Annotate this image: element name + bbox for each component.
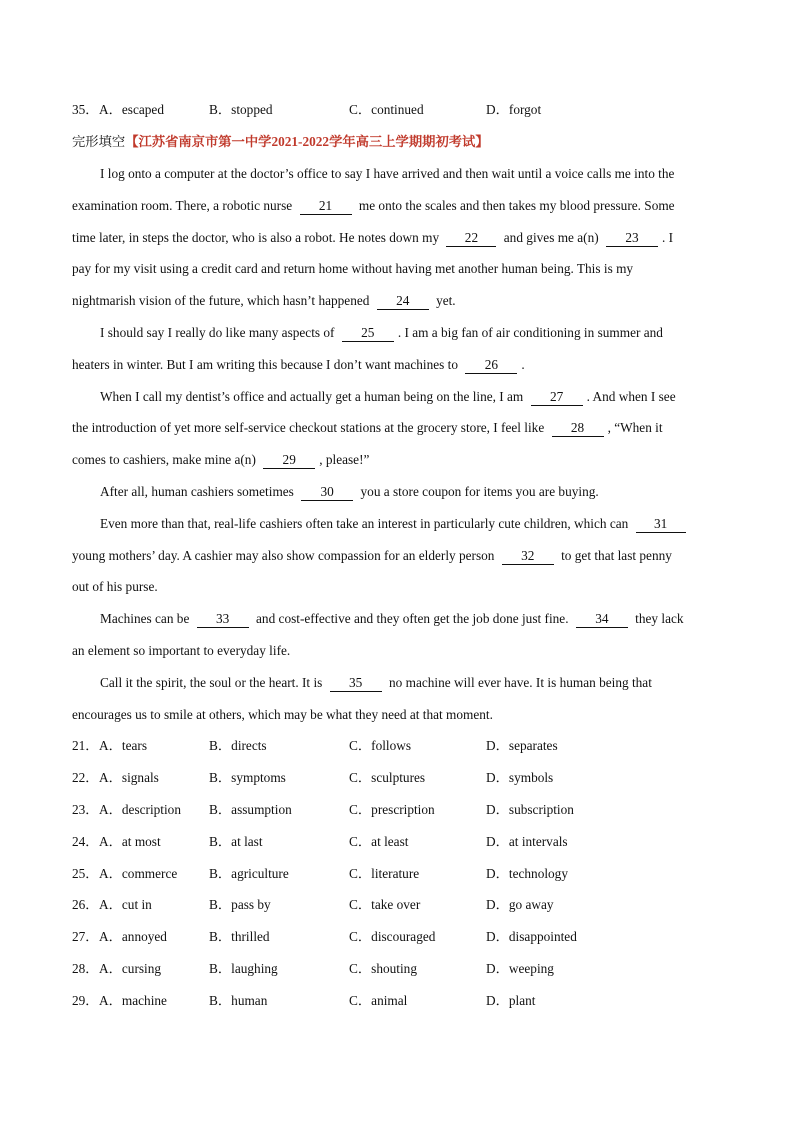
- option-b: B．directs: [209, 738, 267, 753]
- blank-26: 26: [465, 357, 517, 374]
- passage-text: I should say I really do like many aspects of: [100, 325, 335, 340]
- passage-text: the introduction of yet more self-service checkout stations at the grocery store, I feel like: [72, 420, 545, 435]
- passage-text: , please!”: [319, 452, 370, 467]
- passage-text: me onto the scales and then takes my blood pressure. Some: [358, 198, 675, 213]
- question-number: 23．: [72, 802, 99, 817]
- passage-text: an element so important to everyday life.: [72, 643, 291, 658]
- blank-30: 30: [301, 484, 353, 501]
- option-d: D．plant: [486, 993, 536, 1008]
- passage-text: Machines can be: [100, 611, 190, 626]
- blank-32: 32: [502, 548, 554, 565]
- passage-line: [100, 164, 714, 184]
- passage-text: time later, in steps the doctor, who is also a robot. He notes down my: [72, 230, 440, 245]
- option-c: C．literature: [349, 866, 420, 881]
- passage-text: pay for my visit using a credit card and return home without having met another human being. This is my: [72, 261, 634, 276]
- option-b: B．stopped: [209, 102, 273, 117]
- passage-text: Even more than that, real-life cashiers often take an interest in particularly cute children, which can: [100, 516, 629, 531]
- passage-text: .: [521, 357, 525, 372]
- passage-text: examination room. There, a robotic nurse: [72, 198, 293, 213]
- question-number: 27．: [72, 929, 99, 944]
- option-c: C．discouraged: [349, 929, 436, 944]
- option-c: C．continued: [349, 102, 424, 117]
- option-c: C．shouting: [349, 961, 417, 976]
- passage-line: [72, 546, 714, 566]
- section-label: 完形填空: [72, 134, 126, 149]
- option-a: A．signals: [99, 770, 159, 785]
- blank-27: 27: [531, 389, 583, 406]
- option-b: B．human: [209, 993, 268, 1008]
- passage-line: [72, 259, 714, 279]
- section-heading: [72, 131, 489, 153]
- passage-text: no machine will ever have. It is human being that: [388, 675, 652, 690]
- blank-21: 21: [300, 198, 352, 215]
- option-a: A．description: [99, 802, 181, 817]
- passage-text: out of his purse.: [72, 579, 158, 594]
- passage-text: After all, human cashiers sometimes: [100, 484, 294, 499]
- option-d: D．disappointed: [486, 929, 577, 944]
- passage-text: to get that last penny: [561, 548, 672, 563]
- question-number: 21．: [72, 738, 99, 753]
- passage-text: I log onto a computer at the doctor’s office to say I have arrived and then wait until a voice calls me into the: [100, 166, 675, 181]
- option-c: C．follows: [349, 738, 412, 753]
- passage-text: nightmarish vision of the future, which hasn’t happened: [72, 293, 370, 308]
- option-a: A．tears: [99, 738, 147, 753]
- passage-text: heaters in winter. But I am writing this because I don’t want machines to: [72, 357, 459, 372]
- passage-text: and gives me a(n): [503, 230, 599, 245]
- option-c: C．take over: [349, 897, 421, 912]
- option-a: A．at most: [99, 834, 161, 849]
- option-b: B．agriculture: [209, 866, 289, 881]
- passage-line: [100, 609, 714, 629]
- question-number: 26．: [72, 897, 99, 912]
- passage-text: you a store coupon for items you are buying.: [360, 484, 599, 499]
- blank-24: 24: [377, 293, 429, 310]
- option-c: C．animal: [349, 993, 408, 1008]
- question-number: 24．: [72, 834, 99, 849]
- blank-33: 33: [197, 611, 249, 628]
- option-d: D．separates: [486, 738, 558, 753]
- question-number: 29．: [72, 993, 99, 1008]
- blank-28: 28: [552, 420, 604, 437]
- passage-text: Call it the spirit, the soul or the heart. It is: [100, 675, 323, 690]
- passage-line: [72, 641, 714, 661]
- passage-line: [100, 673, 714, 693]
- option-d: D．technology: [486, 866, 568, 881]
- passage-text: . I: [662, 230, 674, 245]
- option-b: B．at last: [209, 834, 263, 849]
- blank-31: 31: [636, 516, 686, 533]
- option-d: D．symbols: [486, 770, 554, 785]
- passage-text: , “When it: [607, 420, 663, 435]
- passage-line: [72, 228, 714, 248]
- passage-line: [72, 450, 714, 470]
- section-source: 【江苏省南京市第一中学2021-2022学年高三上学期期初考试】: [125, 134, 489, 149]
- passage-text: and cost-effective and they often get the job done just fine.: [256, 611, 569, 626]
- passage-text: young mothers’ day. A cashier may also show compassion for an elderly person: [72, 548, 495, 563]
- option-b: B．laughing: [209, 961, 278, 976]
- passage-line: [100, 387, 714, 407]
- question-number: 25．: [72, 866, 99, 881]
- question-number: 35．: [72, 102, 99, 117]
- option-b: B．thrilled: [209, 929, 270, 944]
- passage-line: [100, 323, 714, 343]
- passage-text: . I am a big fan of air conditioning in summer and: [397, 325, 663, 340]
- question-number: 28．: [72, 961, 99, 976]
- passage-line: [72, 705, 714, 725]
- passage-line: [72, 196, 714, 216]
- passage-text: yet.: [436, 293, 456, 308]
- passage-line: [100, 514, 714, 534]
- passage-line: [72, 291, 714, 311]
- passage-text: When I call my dentist’s office and actually get a human being on the line, I am: [100, 389, 524, 404]
- passage-text: . And when I see: [586, 389, 676, 404]
- passage-text: encourages us to smile at others, which may be what they need at that moment.: [72, 707, 493, 722]
- question-number: 22．: [72, 770, 99, 785]
- blank-22: 22: [446, 230, 496, 247]
- option-a: A．annoyed: [99, 929, 167, 944]
- passage-line: [100, 482, 714, 502]
- option-b: B．pass by: [209, 897, 271, 912]
- option-d: D．at intervals: [486, 834, 568, 849]
- option-d: D．go away: [486, 897, 554, 912]
- passage-line: [72, 418, 714, 438]
- option-a: A．cursing: [99, 961, 162, 976]
- option-d: D．subscription: [486, 802, 574, 817]
- option-a: A．commerce: [99, 866, 178, 881]
- option-d: D．weeping: [486, 961, 554, 976]
- option-c: C．sculptures: [349, 770, 426, 785]
- option-b: B．symptoms: [209, 770, 286, 785]
- blank-35: 35: [330, 675, 382, 692]
- passage-line: [72, 355, 714, 375]
- blank-34: 34: [576, 611, 628, 628]
- blank-25: 25: [342, 325, 394, 342]
- passage-line: [72, 577, 714, 597]
- option-d: D．forgot: [486, 102, 542, 117]
- option-a: A．machine: [99, 993, 167, 1008]
- option-c: C．prescription: [349, 802, 435, 817]
- option-a: A．cut in: [99, 897, 152, 912]
- blank-23: 23: [606, 230, 658, 247]
- passage-text: comes to cashiers, make mine a(n): [72, 452, 256, 467]
- blank-29: 29: [263, 452, 315, 469]
- option-a: A．escaped: [99, 102, 164, 117]
- option-b: B．assumption: [209, 802, 292, 817]
- passage-text: they lack: [635, 611, 684, 626]
- option-c: C．at least: [349, 834, 409, 849]
